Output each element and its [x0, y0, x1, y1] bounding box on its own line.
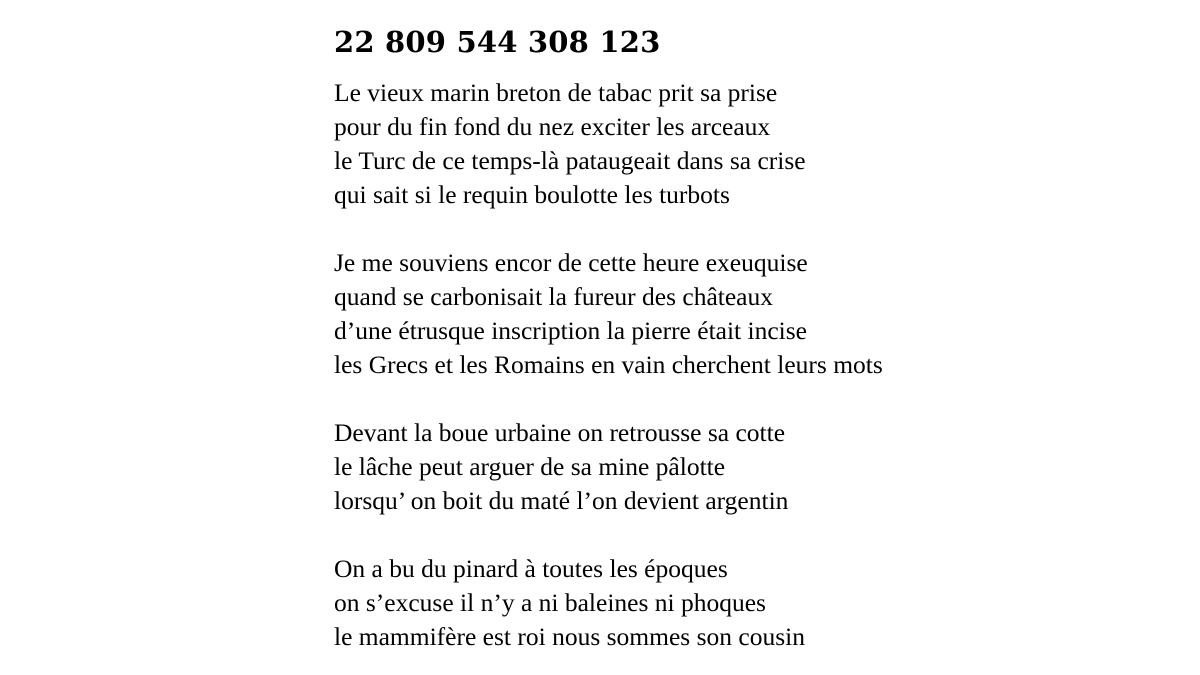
- stanza-2: [334, 246, 1184, 382]
- verse-line: le lâche peut arguer de sa mine pâlotte: [334, 452, 726, 481]
- verse-line: le mammifère est roi nous sommes son cousin: [334, 622, 805, 651]
- stanza-4: [334, 552, 1184, 654]
- verse-line: lorsqu’ on boit du maté l’on devient argentin: [334, 486, 789, 515]
- stanza-3: [334, 416, 1184, 518]
- verse-line: Je me souviens encor de cette heure exeuquise: [334, 248, 808, 277]
- verse-line: on s’excuse il n’y a ni baleines ni phoques: [334, 588, 766, 617]
- verse-line: qui sait si le requin boulotte les turbots: [334, 180, 730, 209]
- verse-line: d’une étrusque inscription la pierre était incise: [334, 316, 807, 345]
- verse-line: le Turc de ce temps-là pataugeait dans sa crise: [334, 146, 806, 175]
- stanza-1: [334, 76, 1184, 212]
- verse-line: Devant la boue urbaine on retrousse sa cotte: [334, 418, 786, 447]
- poem-title: 22 809 544 308 123: [334, 25, 661, 59]
- poem: [334, 22, 1184, 654]
- verse-line: Le vieux marin breton de tabac prit sa prise: [334, 78, 778, 107]
- verse-line: les Grecs et les Romains en vain cherchent leurs mots: [334, 350, 883, 379]
- verse-line: On a bu du pinard à toutes les époques: [334, 554, 728, 583]
- verse-line: pour du fin fond du nez exciter les arceaux: [334, 112, 771, 141]
- verse-line: quand se carbonisait la fureur des châteaux: [334, 282, 773, 311]
